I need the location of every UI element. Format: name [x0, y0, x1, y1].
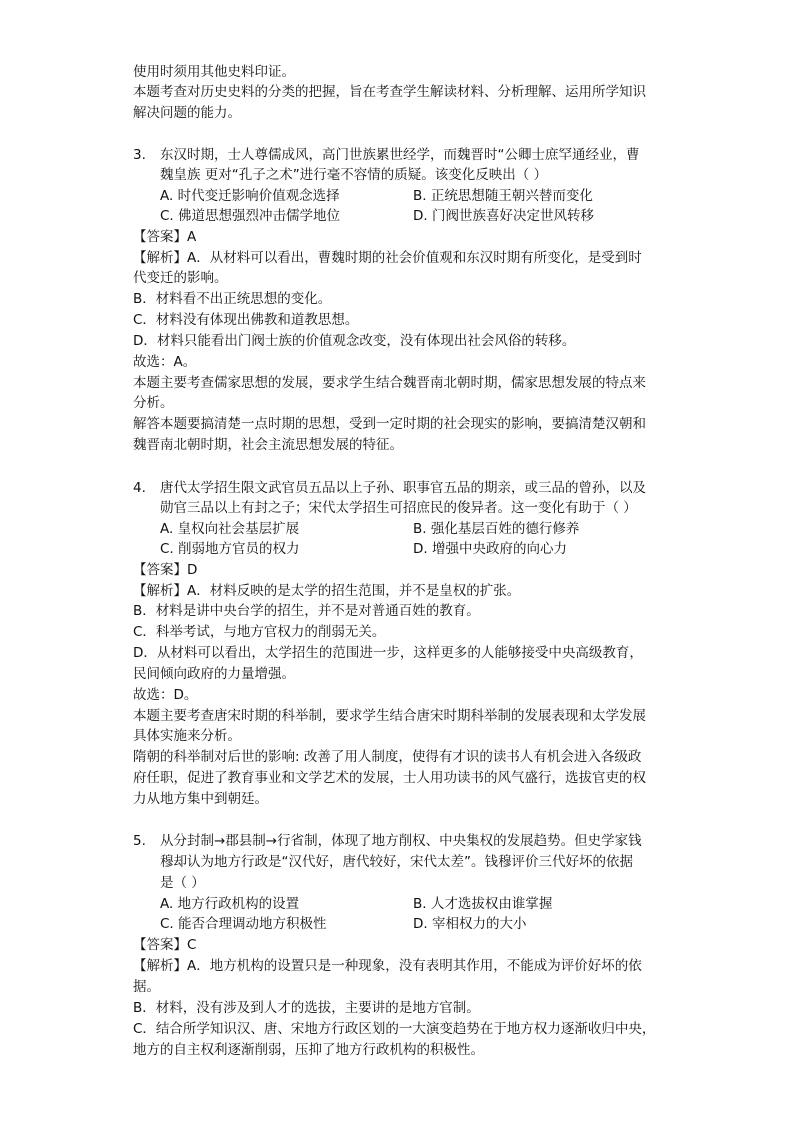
option-a: A. 地方行政机构的设置: [160, 896, 300, 912]
option-b: B. 强化基层百姓的德行修养: [413, 521, 580, 537]
intro-line: 使用时须用其他史料印证。: [133, 64, 295, 80]
analysis-line: D．从材料可以看出，太学招生的范围进一步，这样更多的人能够接受中央高级教育，: [133, 645, 643, 661]
option-c: C. 削弱地方官员的权力: [160, 541, 300, 557]
option-a: A. 皇权向社会基层扩展: [160, 521, 300, 537]
option-a: A. 时代变迁影响价值观念选择: [160, 188, 340, 204]
analysis-line: C．材料没有体现出佛教和道教思想。: [133, 312, 359, 328]
answer-label: 【答案】A: [133, 229, 197, 245]
analysis-line: 【解析】A．地方机构的设置只是一种现象，没有表明其作用，不能成为评价好坏的依: [133, 958, 642, 974]
analysis-line: 魏晋南北朝时期，社会主流思想发展的特征。: [133, 437, 403, 453]
option-b: B. 人才选拔权由谁掌握: [413, 896, 553, 912]
analysis-line: D．材料只能看出门阀士族的价值观念改变，没有体现出社会风俗的转移。: [133, 333, 576, 349]
analysis-line: 民间倾向政府的力量增强。: [133, 666, 295, 682]
question-stem: 从分封制→郡县制→行省制，体现了地方削权、中央集权的发展趋势。但史学家钱: [160, 833, 642, 849]
analysis-line: C．科举考试，与地方官权力的削弱无关。: [133, 624, 386, 640]
question-number: 5.: [133, 833, 146, 849]
option-c: C. 能否合理调动地方积极性: [160, 916, 327, 932]
analysis-line: B．材料，没有涉及到人才的选拔，主要讲的是地方官制。: [133, 1000, 480, 1016]
question-stem: 东汉时期，士人尊儒成风，高门世族累世经学，而魏晋时“公卿士庶罕通经业，曹: [160, 147, 640, 163]
analysis-line: 故选：D。: [133, 687, 198, 703]
analysis-line: 具体实施来分析。: [133, 728, 241, 744]
analysis-line: 据。: [133, 979, 160, 995]
analysis-line: 本题主要考查儒家思想的发展，要求学生结合魏晋南北朝时期，儒家思想发展的特点来: [133, 375, 646, 391]
analysis-line: 分析。: [133, 395, 174, 411]
option-b: B. 正统思想随王朝兴替而变化: [413, 188, 593, 204]
option-d: D. 增强中央政府的向心力: [413, 541, 567, 557]
analysis-line: 故选：A。: [133, 354, 197, 370]
analysis-line: 地方的自主权利逐渐削弱，压抑了地方行政机构的积极性。: [133, 1042, 484, 1058]
analysis-line: 本题主要考查唐宋时期的科举制，要求学生结合唐宋时期科举制的发展表现和太学发展: [133, 708, 646, 724]
analysis-line: 代变迁的影响。: [133, 270, 228, 286]
analysis-line: B．材料看不出正统思想的变化。: [133, 291, 332, 307]
question-stem: 穆却认为地方行政是“汉代好，唐代较好，宋代太差”。钱穆评价三代好坏的依据: [160, 854, 633, 870]
analysis-line: 隋朝的科举制对后世的影响: 改善了用人制度，使得有才识的读书人有机会进入各级政: [133, 749, 642, 765]
question-stem: 勋官三品以上有封之子；宋代太学招生可招庶民的俊异者。这一变化有助于（ ）: [160, 500, 637, 516]
intro-line: 本题考查对历史史料的分类的把握，旨在考查学生解读材料、分析理解、运用所学知识: [133, 84, 646, 100]
option-d: D. 门阀世族喜好决定世风转移: [413, 208, 594, 224]
question-stem: 魏皇族 更对“孔子之术”进行毫不容情的质疑。该变化反映出（ ）: [160, 167, 548, 183]
question-stem: 是（ ）: [160, 875, 205, 891]
analysis-line: 解答本题要搞清楚一点时期的思想，受到一定时期的社会现实的影响，要搞清楚汉朝和: [133, 416, 646, 432]
question-number: 4.: [133, 480, 146, 496]
analysis-line: 【解析】A．材料反映的是太学的招生范围，并不是皇权的扩张。: [133, 583, 521, 599]
answer-label: 【答案】C: [133, 937, 197, 953]
intro-line: 解决问题的能力。: [133, 105, 241, 121]
answer-label: 【答案】D: [133, 562, 198, 578]
analysis-line: 府任职，促进了教育事业和文学艺术的发展，士人用功读书的风气盛行，选拔官吏的权: [133, 770, 646, 786]
option-d: D. 宰相权力的大小: [413, 916, 527, 932]
analysis-line: 【解析】A．从材料可以看出，曹魏时期的社会价值观和东汉时期有所变化，是受到时: [133, 250, 642, 266]
analysis-line: B．材料是讲中央台学的招生，并不是对普通百姓的教育。: [133, 603, 480, 619]
question-number: 3.: [133, 147, 146, 163]
analysis-line: C．结合所学知识汉、唐、宋地方行政区划的一大演变趋势在于地方权力逐渐收归中央，: [133, 1021, 656, 1037]
question-stem: 唐代太学招生限文武官员五品以上子孙、职事官五品的期亲，或三品的曾孙，以及: [160, 480, 646, 496]
analysis-line: 力从地方集中到朝廷。: [133, 791, 268, 807]
option-c: C. 佛道思想强烈冲击儒学地位: [160, 208, 341, 224]
